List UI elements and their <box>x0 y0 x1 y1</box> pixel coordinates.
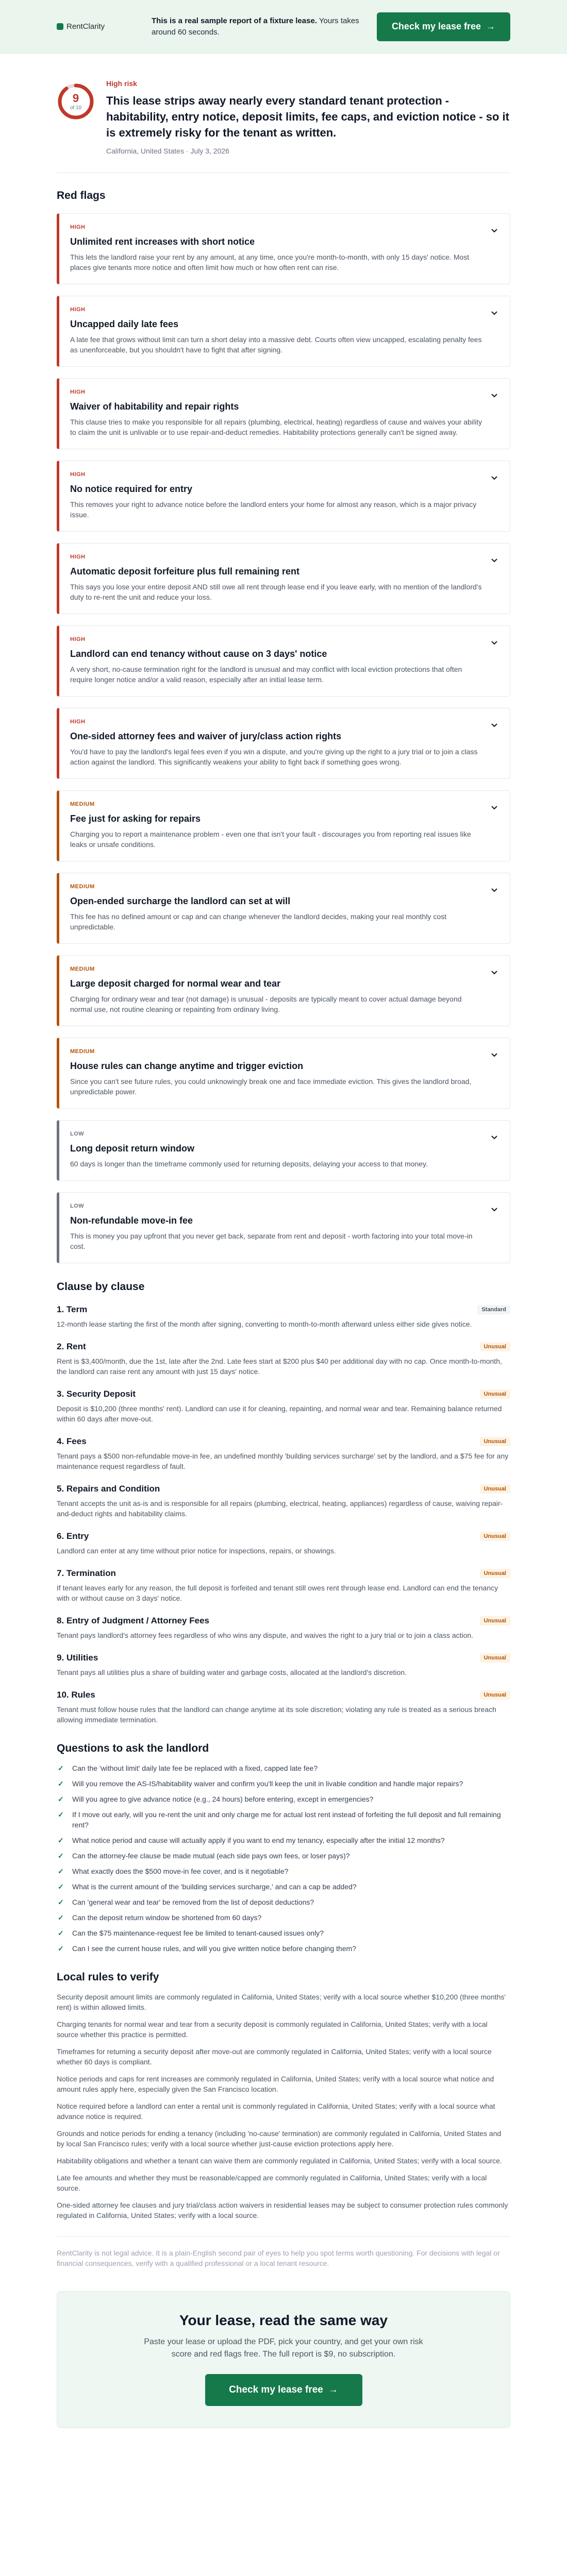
question-text: Can I see the current house rules, and will you give written notice before changing them? <box>72 1944 356 1953</box>
clause-summary: Tenant must follow house rules that the landlord can change anytime at its sole discretion; violating any rule is treated as a serious breach allowing immediate termination. <box>57 1705 496 1724</box>
red-flag-description: This says you lose your entire deposit AND still owe all rent through lease end if you leave early, with no mention of the landlord's duty to re-rent the unit and reduce your loss. <box>70 583 482 601</box>
check-icon: ✓ <box>58 1810 64 1819</box>
question-text: Will you agree to give advance notice (e.g., 24 hours) before entering, except in emergencies? <box>72 1795 374 1803</box>
check-icon: ✓ <box>58 1764 64 1772</box>
clause-status-badge: Standard <box>477 1305 510 1314</box>
chevron-down-icon[interactable] <box>489 390 499 400</box>
chevron-down-icon[interactable] <box>489 308 499 318</box>
chevron-down-icon[interactable] <box>489 802 499 812</box>
red-flag-title: Large deposit charged for normal wear and tear <box>70 978 281 989</box>
banner-message-rest: Yours takes around 60 seconds. <box>152 16 359 37</box>
check-icon: ✓ <box>58 1929 64 1937</box>
clause-status-badge: Unusual <box>480 1569 510 1578</box>
clause-title: 4. Fees <box>57 1436 87 1446</box>
red-flag-title: Fee just for asking for repairs <box>70 814 201 824</box>
clause-summary: Rent is $3,400/month, due the 1st, late after the 2nd. Late fees start at $200 plus $40 per additional day with no cap. Once month-to-month, the landlord can raise rent any amount with just 15 days' notice. <box>57 1357 502 1376</box>
chevron-down-icon[interactable] <box>489 885 499 895</box>
red-flag-card[interactable] <box>57 790 510 861</box>
clause-status-badge: Unusual <box>480 1342 510 1351</box>
clause-item <box>57 1616 510 1640</box>
clause-header <box>57 1436 510 1447</box>
clause-summary: Landlord can enter at any time without prior notice for inspections, repairs, or showings. <box>57 1547 336 1555</box>
severity-label: MEDIUM <box>70 884 95 890</box>
question-item <box>57 1943 510 1954</box>
question-text: What is the current amount of the 'building services surcharge,' and can a cap be added? <box>72 1883 357 1891</box>
severity-label: HIGH <box>70 224 86 230</box>
severity-label: MEDIUM <box>70 801 95 807</box>
local-rule-item: Security deposit amount limits are commonly regulated in California, United States; verify with a local source whether $10,200 (three months' rent) is within allowed limits. <box>57 1993 506 2011</box>
footer-cta-title: Your lease, read the same way <box>179 2312 388 2328</box>
footer-check-lease-button[interactable] <box>205 2374 362 2406</box>
check-icon: ✓ <box>58 1883 64 1891</box>
clause-item <box>57 1690 510 1725</box>
clause-header <box>57 1342 510 1352</box>
brand[interactable] <box>57 22 143 31</box>
severity-label: HIGH <box>70 719 86 725</box>
check-lease-button[interactable] <box>377 12 510 41</box>
report-title: This lease strips away nearly every standard tenant protection - habitability, entry notice, deposit limits, fee caps, and eviction notice - so it is extremely risky for the tenant as written. <box>106 94 509 139</box>
chevron-down-icon[interactable] <box>489 637 499 648</box>
red-flag-description: Charging you to report a maintenance problem - even one that isn't your fault - discourages you from reporting real issues like leaks or unsafe conditions. <box>70 830 471 849</box>
footer-cta <box>57 2291 510 2428</box>
red-flag-title: Long deposit return window <box>70 1143 194 1154</box>
red-flag-card[interactable] <box>57 1192 510 1263</box>
chevron-down-icon[interactable] <box>489 1132 499 1142</box>
chevron-down-icon[interactable] <box>489 720 499 730</box>
clause-title: 3. Security Deposit <box>57 1389 136 1399</box>
red-flag-card[interactable] <box>57 213 510 284</box>
clause-header <box>57 1690 510 1700</box>
question-item <box>57 1912 510 1923</box>
check-icon: ✓ <box>58 1898 64 1906</box>
red-flag-card[interactable] <box>57 461 510 532</box>
questions-list <box>57 1763 510 1954</box>
red-flag-description: Since you can't see future rules, you could unknowingly break one and face immediate eviction. This gives the landlord broad, unpredictable power. <box>70 1077 472 1096</box>
red-flag-card[interactable] <box>57 1038 510 1109</box>
clause-header <box>57 1568 510 1579</box>
red-flags-list <box>57 213 510 1263</box>
sample-banner <box>0 0 567 54</box>
clause-header <box>57 1389 510 1399</box>
severity-label: HIGH <box>70 307 86 313</box>
local-rule-item: Charging tenants for normal wear and tear from a security deposit is commonly regulated in California, United States; verify with a local source whether this practice is permitted. <box>57 2020 488 2039</box>
red-flag-description: 60 days is longer than the timeframe commonly used for returning deposits, delaying your access to that money. <box>70 1160 428 1168</box>
risk-score-max: of 10 <box>70 105 82 111</box>
clause-title: 9. Utilities <box>57 1653 98 1663</box>
severity-label: MEDIUM <box>70 1048 95 1055</box>
check-icon: ✓ <box>58 1795 64 1803</box>
red-flag-card[interactable] <box>57 1120 510 1181</box>
red-flag-card[interactable] <box>57 296 510 367</box>
question-item <box>57 1928 510 1938</box>
red-flag-description: Charging for ordinary wear and tear (not damage) is unusual - deposits are typically meant to cover actual damage beyond normal use, not routine cleaning or repainting from ordinary living. <box>70 995 462 1013</box>
check-icon: ✓ <box>58 1944 64 1953</box>
clause-header <box>57 1304 510 1315</box>
clause-summary: Tenant accepts the unit as-is and is responsible for all repairs (plumbing, electrical, heating, appliances) regardless of cause, waiving repair-and-deduct rights and habitability claims. <box>57 1499 503 1518</box>
red-flag-card[interactable] <box>57 873 510 944</box>
logo-icon <box>57 23 63 30</box>
risk-score-gauge <box>57 82 95 121</box>
arrow-right-icon: → <box>486 21 496 31</box>
chevron-down-icon[interactable] <box>489 555 499 565</box>
question-text: If I move out early, will you re-rent the unit and only charge me for actual lost rent instead of forfeiting the full deposit and full remaining rent? <box>72 1810 501 1829</box>
local-rule-item: Timeframes for returning a security deposit after move-out are commonly regulated in California, United States; verify with a local source whether 60 days is compliant. <box>57 2047 492 2066</box>
clause-item <box>57 1389 510 1424</box>
question-text: Can the deposit return window be shortened from 60 days? <box>72 1913 262 1922</box>
arrow-right-icon: → <box>328 2384 338 2395</box>
chevron-down-icon[interactable] <box>489 1204 499 1214</box>
clause-status-badge: Unusual <box>480 1484 510 1494</box>
red-flag-card[interactable] <box>57 625 510 697</box>
clause-header <box>57 1531 510 1541</box>
clause-summary: Tenant pays landlord's attorney fees regardless of who wins any dispute, and waives the right to a jury trial or to join a class action. <box>57 1631 474 1639</box>
check-icon: ✓ <box>58 1852 64 1860</box>
red-flag-description: This lets the landlord raise your rent by any amount, at any time, once you're month-to-month, with only 15 days' notice. Most places give tenants more notice and often limit how much or how often rent can rise. <box>70 253 470 272</box>
clause-header <box>57 1484 510 1494</box>
clause-title: 5. Repairs and Condition <box>57 1484 160 1494</box>
severity-label: MEDIUM <box>70 966 95 972</box>
question-text: Will you remove the AS-IS/habitability waiver and confirm you'll keep the unit in livable condition and handle major repairs? <box>72 1780 463 1788</box>
banner-message-bold: This is a real sample report of a fixture lease. <box>152 16 317 25</box>
local-rule-item: Grounds and notice periods for ending a tenancy (including 'no-cause' termination) are commonly regulated in California, United States and by local San Francisco rules; verify with a local source whether just-cause eviction protections apply here. <box>57 2129 502 2148</box>
red-flag-title: Automatic deposit forfeiture plus full remaining rent <box>70 566 300 577</box>
clause-title: 2. Rent <box>57 1342 86 1351</box>
risk-score: 9 <box>72 92 79 105</box>
clause-summary: Deposit is $10,200 (three months' rent). Landlord can use it for cleaning, repainting, and normal wear and tear. Remaining balance returned within 60 days after move-out. <box>57 1404 502 1423</box>
red-flags-heading: Red flags <box>57 190 106 201</box>
red-flag-description: This clause tries to make you responsible for all repairs (plumbing, electrical, heating) regardless of cause and waives your ability to claim the unit is unlivable or to use repair-and-deduct remedies. Habitability protections generally can't be signed away. <box>70 418 482 436</box>
severity-label: HIGH <box>70 636 86 642</box>
clause-title: 10. Rules <box>57 1690 95 1700</box>
clauses-heading: Clause by clause <box>57 1281 145 1293</box>
chevron-down-icon[interactable] <box>489 472 499 483</box>
local-rule-item: Late fee amounts and whether they must be reasonable/capped are commonly regulated in California, United States; verify with a local source. <box>57 2174 487 2192</box>
chevron-down-icon[interactable] <box>489 967 499 977</box>
local-rule-item: Notice periods and caps for rent increases are commonly regulated in California, United States; verify with a local source what notice and amount rules apply here, especially given the San Francisco location. <box>57 2075 494 2093</box>
clause-title: 1. Term <box>57 1304 88 1314</box>
question-text: What exactly does the $500 move-in fee cover, and is it negotiable? <box>72 1867 289 1875</box>
local-rules-list <box>57 1992 510 2221</box>
report-header <box>57 54 510 155</box>
check-lease-label: Check my lease free <box>391 21 481 31</box>
risk-label: High risk <box>106 79 137 88</box>
clause-status-badge: Unusual <box>480 1616 510 1625</box>
question-item <box>57 1809 510 1830</box>
red-flag-description: You'd have to pay the landlord's legal fees even if you win a dispute, and you're giving up the right to a jury trial or to join a class action against the landlord. This significantly weakens your ability to fight back if something goes wrong. <box>70 748 478 766</box>
clause-item <box>57 1653 510 1677</box>
question-text: Can 'general wear and tear' be removed from the list of deposit deductions? <box>72 1898 314 1906</box>
red-flag-title: Uncapped daily late fees <box>70 319 179 329</box>
severity-label: HIGH <box>70 471 86 478</box>
question-item <box>57 1866 510 1876</box>
red-flag-card[interactable] <box>57 543 510 614</box>
clause-status-badge: Unusual <box>480 1690 510 1700</box>
local-rules-heading: Local rules to verify <box>57 1971 159 1983</box>
question-item <box>57 1778 510 1789</box>
clause-title: 7. Termination <box>57 1568 116 1578</box>
questions-heading: Questions to ask the landlord <box>57 1742 209 1754</box>
brand-name: RentClarity <box>66 22 105 31</box>
clause-summary: Tenant pays a $500 non-refundable move-in fee, an undefined monthly 'building services surcharge' set by the landlord, and a $75 fee for any maintenance request regardless of fault. <box>57 1452 509 1470</box>
local-rule-item: Notice required before a landlord can enter a rental unit is commonly regulated in California, United States; verify with a local source what advance notice is required. <box>57 2102 495 2121</box>
question-item <box>57 1851 510 1861</box>
red-flag-title: Waiver of habitability and repair rights <box>70 401 239 412</box>
question-item <box>57 1794 510 1804</box>
red-flag-title: Open-ended surcharge the landlord can set at will <box>70 896 291 906</box>
question-item <box>57 1882 510 1892</box>
clause-header <box>57 1616 510 1626</box>
disclaimer: RentClarity is not legal advice. It is a plain-English second pair of eyes to help you spot terms worth questioning. For decisions with legal or financial consequences, verify with a qualified professional or a local tenant resource. <box>57 2249 500 2267</box>
question-item <box>57 1763 510 1773</box>
red-flag-title: Non-refundable move-in fee <box>70 1215 193 1226</box>
red-flag-card[interactable] <box>57 708 510 779</box>
clause-summary: 12-month lease starting the first of the month after signing, converting to month-to-month afterward unless either side gives notice. <box>57 1320 472 1328</box>
banner-message <box>143 15 377 38</box>
question-text: Can the attorney-fee clause be made mutual (each side pays own fees, or loser pays)? <box>72 1852 350 1860</box>
clause-item <box>57 1342 510 1377</box>
red-flag-title: House rules can change anytime and trigger eviction <box>70 1061 304 1071</box>
question-item <box>57 1835 510 1845</box>
red-flag-description: This removes your right to advance notice before the landlord enters your home for almost any reason, which is a major privacy issue. <box>70 500 477 519</box>
clause-item <box>57 1531 510 1556</box>
question-text: Can the $75 maintenance-request fee be limited to tenant-caused issues only? <box>72 1929 324 1937</box>
red-flag-card[interactable] <box>57 955 510 1026</box>
clause-item <box>57 1568 510 1603</box>
clause-status-badge: Unusual <box>480 1653 510 1663</box>
check-icon: ✓ <box>58 1836 64 1844</box>
local-rule-item: One-sided attorney fee clauses and jury trial/class action waivers in residential leases may be subject to consumer protection rules commonly regulated in California, United States; verify with a local source. <box>57 2201 508 2219</box>
clause-summary: If tenant leaves early for any reason, the full deposit is forfeited and tenant still owes rent through lease end. Landlord can end the tenancy with or without cause on 3 days' notice. <box>57 1584 498 1602</box>
severity-label: HIGH <box>70 554 86 560</box>
clause-item <box>57 1436 510 1471</box>
red-flag-title: Unlimited rent increases with short notice <box>70 236 255 247</box>
clause-item <box>57 1484 510 1519</box>
clause-status-badge: Unusual <box>480 1437 510 1446</box>
red-flag-description: This fee has no defined amount or cap and can change whenever the landlord decides, making your real monthly cost unpredictable. <box>70 912 446 931</box>
chevron-down-icon[interactable] <box>489 1049 499 1060</box>
question-text: What notice period and cause will actually apply if you want to end my tenancy, especially after the initial 12 months? <box>72 1836 445 1844</box>
red-flag-description: A late fee that grows without limit can turn a short delay into a massive debt. Courts often view uncapped, escalating penalty fees as unenforceable, but you shouldn't have to fight that after signing. <box>70 335 482 354</box>
red-flag-card[interactable] <box>57 378 510 449</box>
check-icon: ✓ <box>58 1780 64 1788</box>
local-rule-item: Habitability obligations and whether a tenant can waive them are commonly regulated in California, United States; verify with a local source. <box>57 2157 502 2165</box>
report-meta: California, United States · July 3, 2026 <box>106 147 229 155</box>
clause-summary: Tenant pays all utilities plus a share of building water and garbage costs, allocated at the landlord's discretion. <box>57 1668 407 1676</box>
clause-status-badge: Unusual <box>480 1389 510 1399</box>
red-flag-description: A very short, no-cause termination right for the landlord is unusual and may conflict with local eviction protections that often require longer notice and/or a valid reason, especially after an initial lease term. <box>70 665 462 684</box>
question-text: Can the 'without limit' daily late fee be replaced with a fixed, capped late fee? <box>72 1764 318 1772</box>
clause-title: 8. Entry of Judgment / Attorney Fees <box>57 1616 209 1625</box>
red-flag-description: This is money you pay upfront that you never get back, separate from rent and deposit - worth factoring into your total move-in cost. <box>70 1232 473 1250</box>
clause-header <box>57 1653 510 1663</box>
chevron-down-icon[interactable] <box>489 225 499 235</box>
check-icon: ✓ <box>58 1913 64 1922</box>
question-item <box>57 1897 510 1907</box>
severity-label: LOW <box>70 1131 85 1137</box>
red-flag-title: No notice required for entry <box>70 484 193 494</box>
check-icon: ✓ <box>58 1867 64 1875</box>
footer-cta-subtitle: Paste your lease or upload the PDF, pick your country, and get your own risk score and red flags free. The full report is $9, no subscription. <box>144 2337 423 2359</box>
footer-check-lease-label: Check my lease free <box>229 2384 323 2395</box>
severity-label: LOW <box>70 1203 85 1209</box>
red-flag-title: One-sided attorney fees and waiver of jury/class action rights <box>70 731 342 741</box>
clause-status-badge: Unusual <box>480 1532 510 1541</box>
clause-title: 6. Entry <box>57 1531 89 1541</box>
severity-label: HIGH <box>70 389 86 395</box>
red-flag-title: Landlord can end tenancy without cause on 3 days' notice <box>70 649 327 659</box>
clause-item <box>57 1304 510 1329</box>
clauses-list <box>57 1304 510 1725</box>
